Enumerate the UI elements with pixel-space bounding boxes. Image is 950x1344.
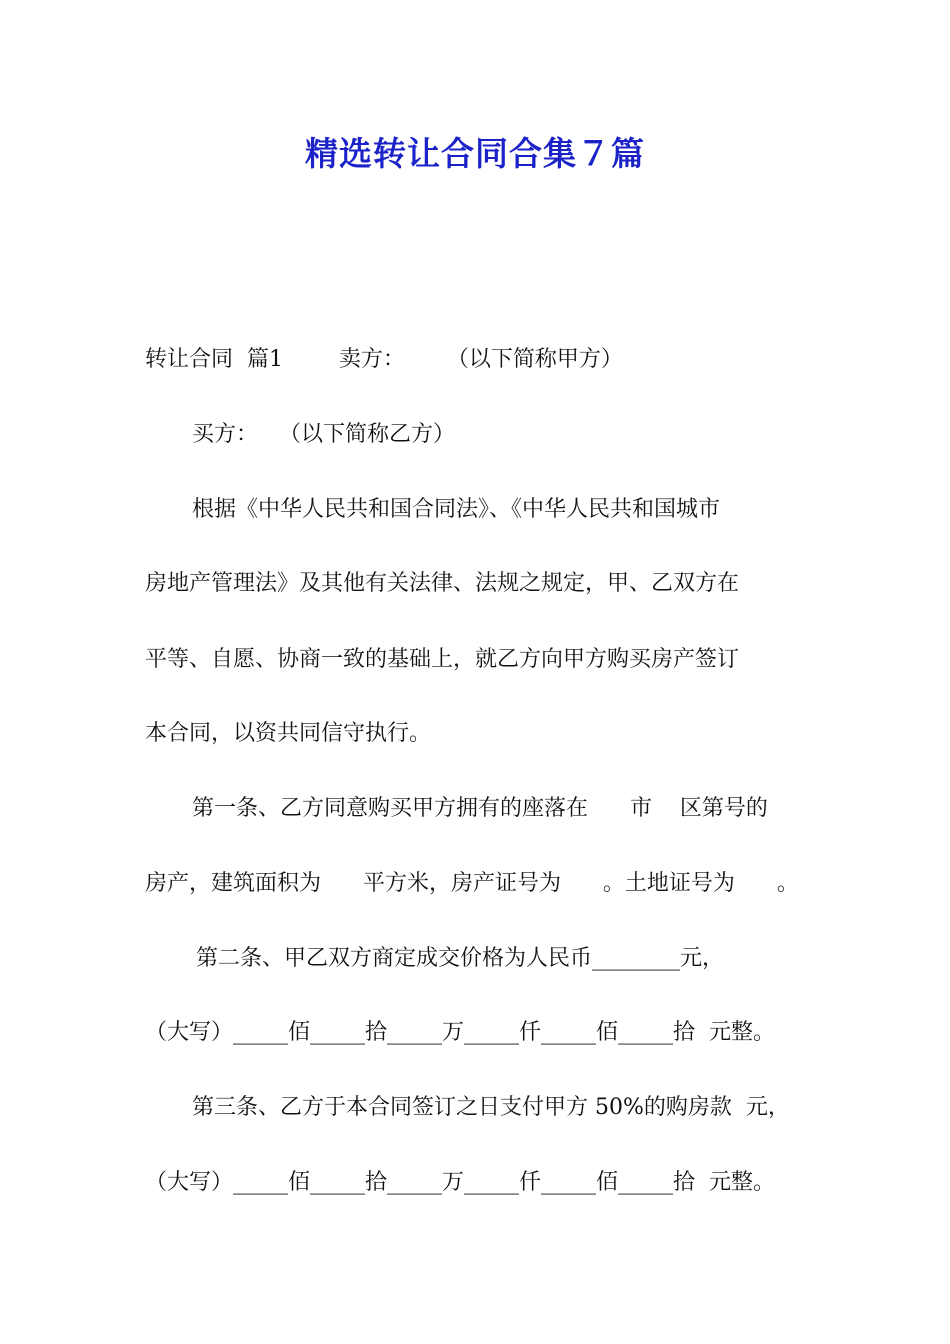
paragraph-line: 买方： （以下简称乙方） <box>192 422 455 447</box>
document-title: 精选转让合同合集７篇 <box>305 134 645 173</box>
paragraph-line: 转让合同 篇1 卖方： （以下简称甲方） <box>145 347 623 372</box>
paragraph-line: （大写）_____佰_____拾_____万_____仟_____佰_____拾 元整。 <box>145 1020 775 1045</box>
paragraph-line: （大写）_____佰_____拾_____万_____仟_____佰_____拾 元整。 <box>145 1170 775 1195</box>
paragraph-line: 第三条、乙方于本合同签订之日支付甲方 50%的购房款 元， <box>192 1095 790 1120</box>
paragraph-line: 平等、自愿、协商一致的基础上，就乙方向甲方购买房产签订 <box>145 647 740 672</box>
paragraph-line: 第一条、乙方同意购买甲方拥有的座落在 市 区第号的 <box>192 796 768 821</box>
paragraph-line: 根据《中华人民共和国合同法》、《中华人民共和国城市 <box>192 497 721 522</box>
paragraph-line: 房产，建筑面积为 平方米，房产证号为 。土地证号为 。 <box>145 871 799 896</box>
paragraph-line: 本合同，以资共同信守执行。 <box>145 721 432 746</box>
paragraph-line: 房地产管理法》及其他有关法律、法规之规定，甲、乙双方在 <box>145 571 740 596</box>
paragraph-line: 第二条、甲乙双方商定成交价格为人民币________元， <box>196 946 725 971</box>
